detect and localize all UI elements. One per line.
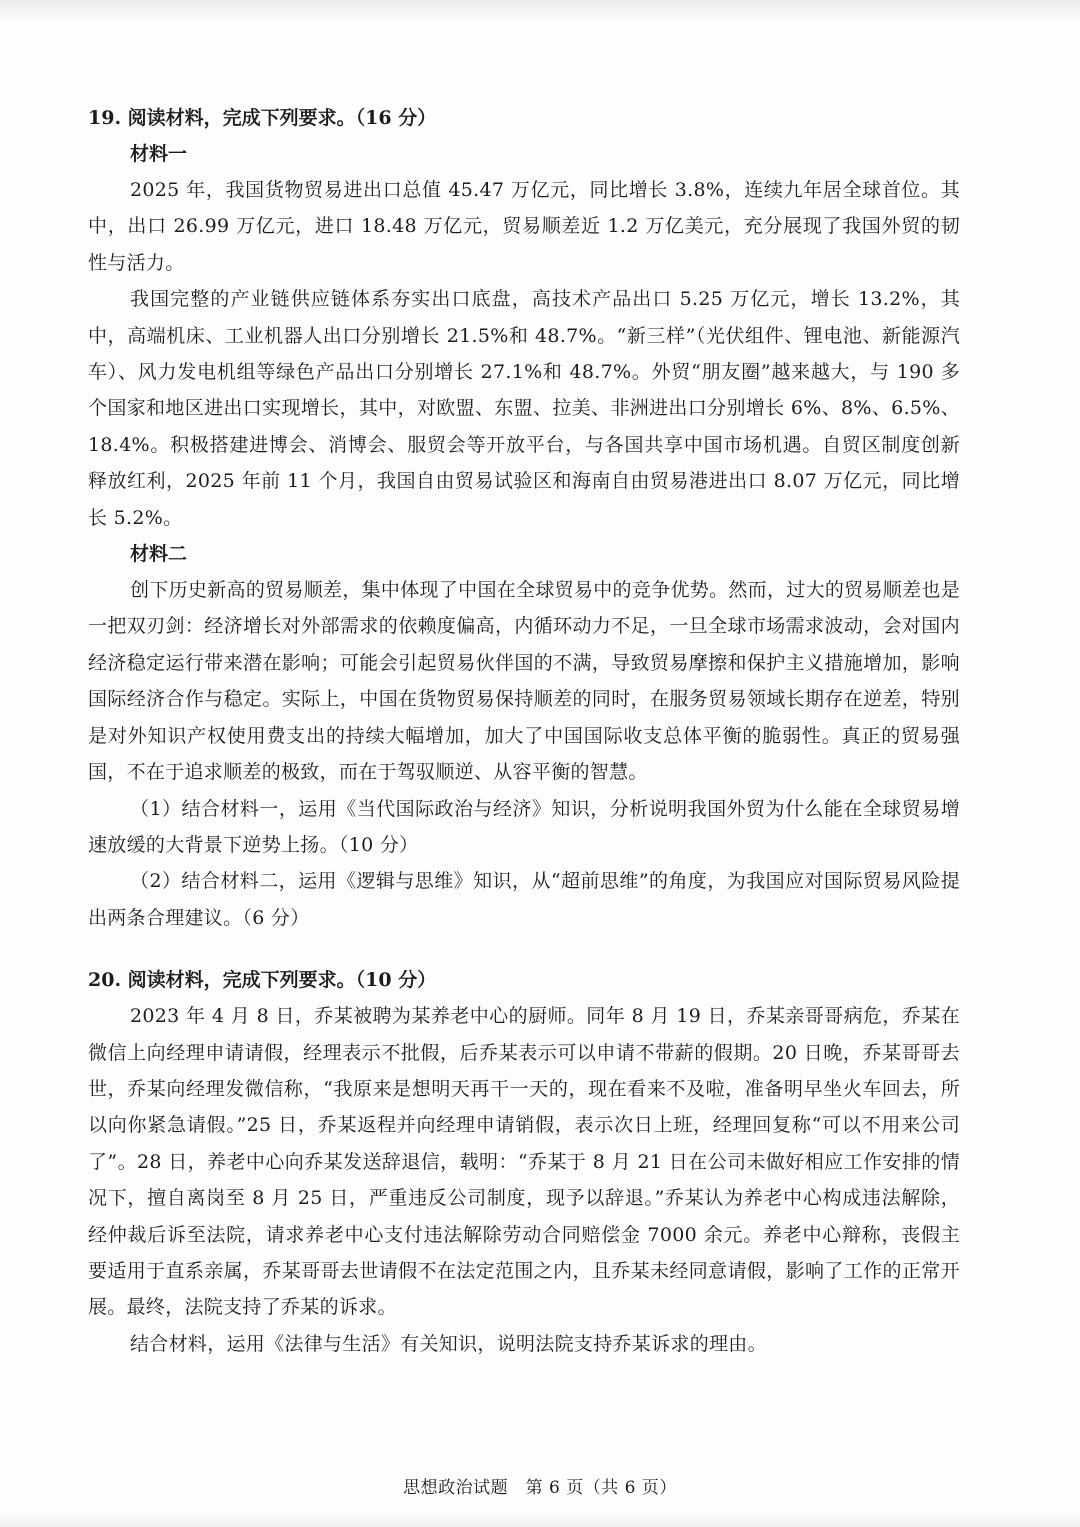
question-20-material: 2023 年 4 月 8 日，乔某被聘为某养老中心的厨师。同年 8 月 19 日，乔某亲哥哥病危，乔某在微信上向经理申请请假，经理表示不批假，后乔某表示可以申请不带薪的假期。20 日晚，乔某哥哥去世，乔某向经理发微信称，“我原来是想明天再干一天的，现在看来不及啦，准备明早坐火车回去，所以向你紧急请假。”25 日，乔某返程并向经理申请销假，表示次日上班，经理回复称“可以不用来公司了”。28 日，养老中心向乔某发送辞退信，载明：“乔某于 8 月 21 日在公司未做好相应工作安排的情况下，擅自离岗至 8 月 25 日，严重违反公司制度，现予以辞退。”乔某认为养老中心构成违法解除，经仲裁后诉至法院，请求养老中心支付违法解除劳动合同赔偿金 7000 余元。养老中心辩称，丧假主要适用于直系亲属，乔某哥哥去世请假不在法定范围之内，且乔某未经同意请假，影响了工作的正常开展。最终，法院支持了乔某的诉求。 (88, 1005, 960, 1319)
scan-top-edge (0, 0, 1080, 22)
material-1-title: 材料一 (130, 143, 188, 165)
section-gap (88, 936, 960, 962)
question-19 (88, 100, 960, 936)
question-20-prompt: 结合材料，运用《法律与生活》有关知识，说明法院支持乔某诉求的理由。 (130, 1332, 767, 1355)
question-19-part-1: （1）结合材料一，运用《当代国际政治与经济》知识，分析说明我国外贸为什么能在全球贸易增速放缓的大背景下逆势上扬。（10 分） (88, 797, 960, 856)
question-19-title: 19. 阅读材料，完成下列要求。（16 分） (88, 107, 437, 129)
material-1-paragraph-1: 2025 年，我国货物贸易进出口总值 45.47 万亿元，同比增长 3.8%，连续九年居全球首位。其中，出口 26.99 万亿元，进口 18.48 万亿元，贸易顺差近 1.2 万亿美元，充分展现了我国外贸的韧性与活力。 (88, 179, 960, 274)
page-footer: 思想政治试题 第 6 页（共 6 页） (403, 1478, 677, 1498)
scan-bottom-edge (0, 1513, 1080, 1527)
question-19-part-2: （2）结合材料二，运用《逻辑与思维》知识，从“超前思维”的角度，为我国应对国际贸易风险提出两条合理建议。（6 分） (88, 870, 960, 929)
material-2-title: 材料二 (130, 543, 188, 566)
material-1-paragraph-2: 我国完整的产业链供应链体系夯实出口底盘，高技术产品出口 5.25 万亿元，增长 13.2%，其中，高端机床、工业机器人出口分别增长 21.5%和 48.7%。“新三样”（光伏组件、锂电池、新能源汽车）、风力发电机组等绿色产品出口分别增长 27.1%和 48.7%。外贸“朋友圈”越来越大，与 190 多个国家和地区进出口实现增长，其中，对欧盟、东盟、拉美、非洲进出口分别增长 6%、8%、6.5%、18.4%。积极搭建进博会、消博会、服贸会等开放平台，与各国共享中国市场机遇。自贸区制度创新释放红利，2025 年前 11 个月，我国自由贸易试验区和海南自由贸易港进出口 8.07 万亿元，同比增长 5.2%。 (88, 288, 960, 529)
question-20 (88, 962, 960, 1362)
material-2-paragraph-1: 创下历史新高的贸易顺差，集中体现了中国在全球贸易中的竞争优势。然而，过大的贸易顺差也是一把双刃剑：经济增长对外部需求的依赖度偏高，内循环动力不足，一旦全球市场需求波动，会对国内经济稳定运行带来潜在影响；可能会引起贸易伙伴国的不满，导致贸易摩擦和保护主义措施增加，影响国际经济合作与稳定。实际上，中国在货物贸易保持顺差的同时，在服务贸易领域长期存在逆差，特别是对外知识产权使用费支出的持续大幅增加，加大了中国国际收支总体平衡的脆弱性。真正的贸易强国，不在于追求顺差的极致，而在于驾驭顺逆、从容平衡的智慧。 (88, 579, 960, 784)
question-20-title: 20. 阅读材料，完成下列要求。（10 分） (88, 969, 437, 992)
page-content (88, 100, 960, 1362)
